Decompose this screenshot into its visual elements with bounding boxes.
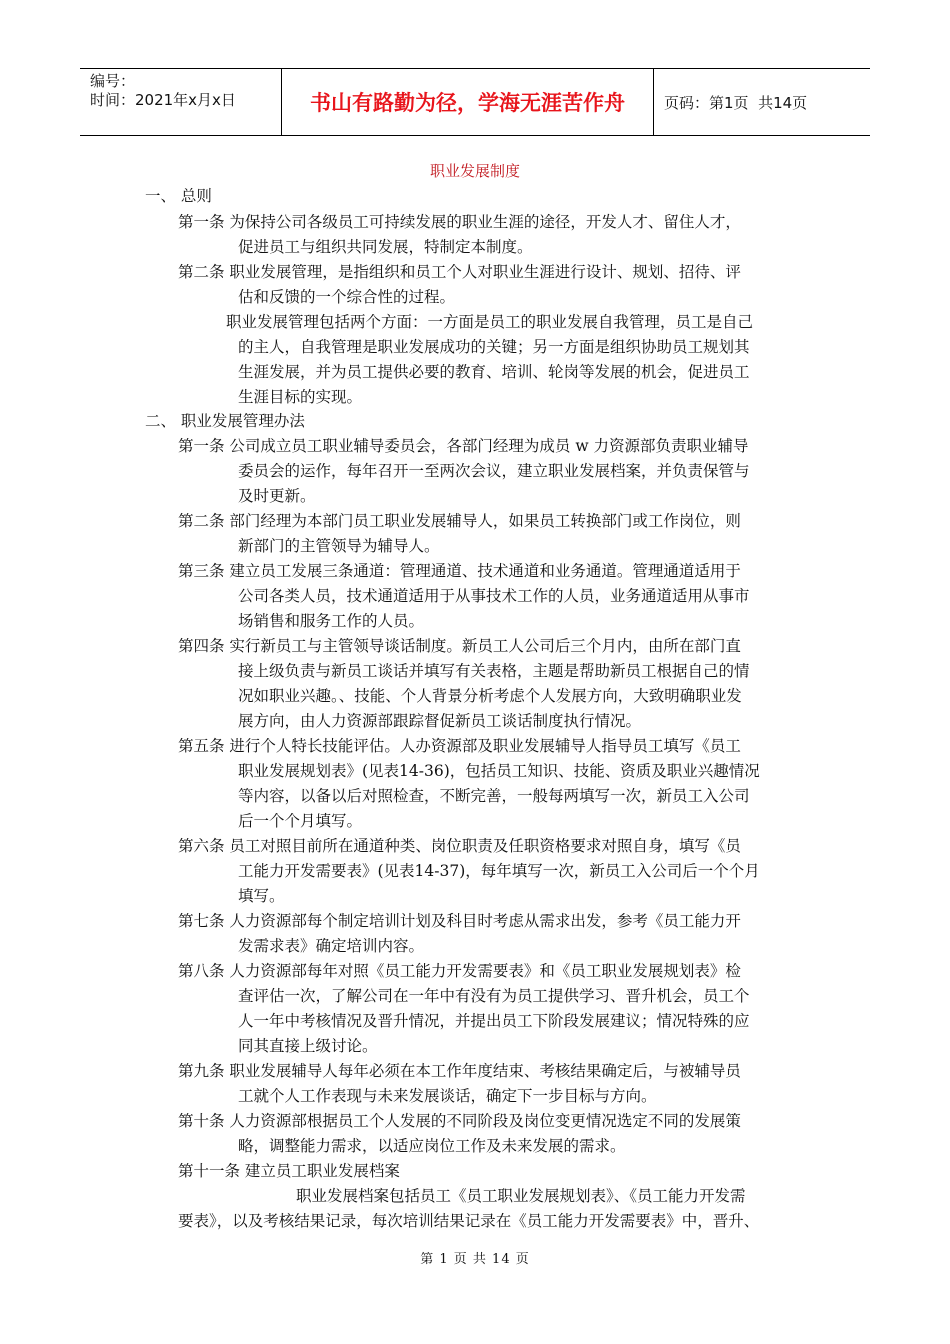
- body-text-line: 第一条 公司成立员工职业辅导委员会，各部门经理为成员 w 力资源部负责职业辅导: [178, 437, 749, 455]
- body-text-line: 的主人，自我管理是职业发展成功的关键；另一方面是组织协助员工规划其: [238, 338, 750, 356]
- body-text-line: 人一年中考核情况及晋升情况，并提出员工下阶段发展建议；情况特殊的应: [238, 1012, 750, 1030]
- body-text-line: 第四条 实行新员工与主管领导谈话制度。新员工人公司后三个月内，由所在部门直: [178, 637, 741, 655]
- body-text-line: 后一个个月填写。: [238, 812, 363, 830]
- body-text-line: 公司各类人员，技术通道适用于从事技术工作的人员，业务通道适用从事市: [238, 587, 750, 605]
- body-text-line: 新部门的主管领导为辅导人。: [238, 537, 440, 555]
- body-text-line: 等内容，以备以后对照检查，不断完善，一般每两填写一次，新员工入公司: [238, 787, 750, 805]
- header-right-cell: [654, 69, 870, 135]
- body-text-line: 第八条 人力资源部每年对照《员工能力开发需要表》和《员工职业发展规划表》检: [178, 962, 741, 980]
- body-text-line: 查评估一次，了解公司在一年中有没有为员工提供学习、晋升机会，员工个: [238, 987, 750, 1005]
- body-text-line: 生涯发展，并为员工提供必要的教育、培训、轮岗等发展的机会，促进员工: [238, 363, 750, 381]
- body-text-line: 职业发展规划表》(见表14-36)，包括员工知识、技能、资质及职业兴趣情况: [238, 762, 760, 780]
- body-text-line: 委员会的运作，每年召开一至两次会议，建立职业发展档案，并负责保管与: [238, 462, 750, 480]
- body-text-line: 职业发展管理包括两个方面：一方面是员工的职业发展自我管理，员工是自己: [226, 313, 754, 331]
- body-text-line: 展方向，由人力资源部跟踪督促新员工谈话制度执行情况。: [238, 712, 642, 730]
- body-text-line: 第七条 人力资源部每个制定培训计划及科目时考虑从需求出发，参考《员工能力开: [178, 912, 741, 930]
- body-text-line: 发需求表》确定培训内容。: [238, 937, 425, 955]
- body-text-line: 工就个人工作表现与未来发展谈话，确定下一步目标与方向。: [238, 1087, 657, 1105]
- body-text-line: 一、 总则: [145, 187, 212, 205]
- body-text-line: 生涯目标的实现。: [238, 388, 363, 406]
- page-footer: 第 1 页 共 14 页: [420, 1252, 530, 1267]
- header-left-cell: [80, 69, 282, 135]
- body-text-line: 二、 职业发展管理办法: [145, 412, 305, 430]
- body-text-line: 促进员工与组织共同发展，特制定本制度。: [238, 238, 533, 256]
- body-text-line: 第九条 职业发展辅导人每年必须在本工作年度结束、考核结果确定后，与被辅导员: [178, 1062, 741, 1080]
- document-date: 时间：2021年x月x日: [90, 91, 236, 109]
- header-table: [80, 68, 870, 136]
- body-text-line: 第五条 进行个人特长技能评估。人办资源部及职业发展辅导人指导员工填写《员工: [178, 737, 741, 755]
- document-number-label: 编号：: [90, 72, 136, 90]
- body-text-line: 第十条 人力资源部根据员工个人发展的不同阶段及岗位变更情况选定不同的发展策: [178, 1112, 741, 1130]
- page-info: 页码：第1页 共14页: [664, 93, 808, 112]
- header-motto: 书山有路勤为径，学海无涯苦作舟: [282, 69, 654, 135]
- body-text-line: 第三条 建立员工发展三条通道：管理通道、技术通道和业务通道。管理通道适用于: [178, 562, 741, 580]
- body-text-line: 同其直接上级讨论。: [238, 1037, 378, 1055]
- body-text-line: 填写。: [238, 887, 285, 905]
- document-title: 职业发展制度: [429, 162, 520, 180]
- body-text-line: 第十一条 建立员工职业发展档案: [178, 1162, 400, 1180]
- body-text-line: 况如职业兴趣。、技能、个人背景分析考虑个人发展方向，大致明确职业发: [238, 687, 742, 705]
- body-text-line: 工能力开发需要表》(见表14-37)，每年填写一次，新员工入公司后一个个月: [238, 862, 760, 880]
- body-text-line: 职业发展档案包括员工《员工职业发展规划表》、《员工能力开发需: [296, 1187, 746, 1205]
- body-text-line: 要表》，以及考核结果记录，每次培训结果记录在《员工能力开发需要表》中，晋升、: [178, 1212, 760, 1230]
- body-text-line: 略，调整能力需求，以适应岗位工作及未来发展的需求。: [238, 1137, 626, 1155]
- body-text-line: 估和反馈的一个综合性的过程。: [238, 288, 456, 306]
- body-text-line: 接上级负责与新员工谈话并填写有关表格，主题是帮助新员工根据自己的情: [238, 662, 750, 680]
- body-text-line: 第一条 为保持公司各级员工可持续发展的职业生涯的途径，开发人才、留住人才，: [178, 213, 741, 231]
- body-text-line: 第六条 员工对照目前所在通道种类、岗位职责及任职资格要求对照自身，填写《员: [178, 837, 741, 855]
- body-text-line: 及时更新。: [238, 487, 316, 505]
- body-text-line: 第二条 职业发展管理，是指组织和员工个人对职业生涯进行设计、规划、招待、评: [178, 263, 741, 281]
- body-text-line: 第二条 部门经理为本部门员工职业发展辅导人，如果员工转换部门或工作岗位，则: [178, 512, 741, 530]
- body-text-line: 场销售和服务工作的人员。: [238, 612, 425, 630]
